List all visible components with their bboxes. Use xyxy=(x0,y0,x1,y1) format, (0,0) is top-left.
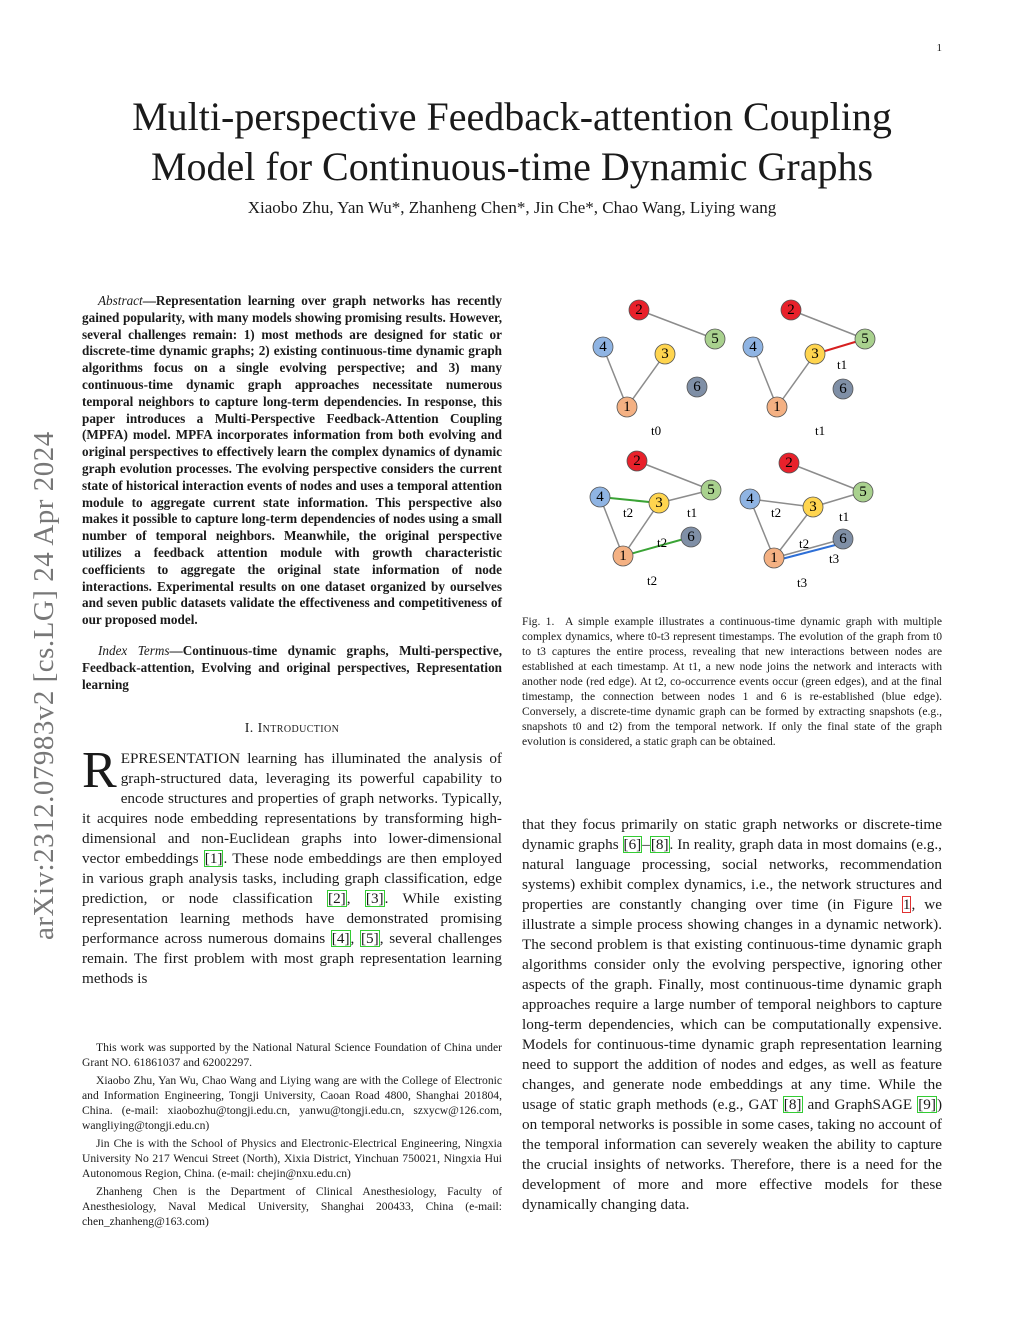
text-run: , xyxy=(346,890,365,908)
node-label: 5 xyxy=(861,331,869,347)
panel-label-t0: t0 xyxy=(651,423,662,438)
caption-label: Fig. 1. xyxy=(522,615,555,628)
abstract xyxy=(82,293,502,629)
section-number: I. xyxy=(244,721,254,737)
edge-label-t2: t2 xyxy=(623,505,634,520)
edge xyxy=(637,461,711,490)
node-label: 5 xyxy=(711,331,719,347)
node-label: 4 xyxy=(749,339,757,355)
panel-label-t3: t3 xyxy=(797,575,808,590)
left-column xyxy=(82,293,502,989)
panel-label-t2: t2 xyxy=(647,573,658,588)
section-title: Introduction xyxy=(257,721,340,737)
section-heading-introduction xyxy=(82,721,502,737)
text-run: , several challenges remain. The first problem with most graph representation learning methods is xyxy=(82,930,502,988)
edge-label-t2: t2 xyxy=(771,505,782,520)
node-label: 2 xyxy=(785,455,793,471)
edge-label-t1: t1 xyxy=(837,357,848,372)
node-label: 2 xyxy=(635,302,643,318)
abstract-label: Abstract xyxy=(98,293,143,308)
node-label: 1 xyxy=(619,548,627,564)
text-run: that they focus primarily on static graph networks or discrete-time dynamic graphs xyxy=(522,816,942,853)
footnote: Zhanheng Chen is the Department of Clinical Anesthesiology, Faculty of Anesthesiology, Naval Medical University, Shanghai 200433, China (e-mail: chen_zhanheng@163.com) xyxy=(82,1185,502,1228)
node-label: 1 xyxy=(773,399,781,415)
text-run: and GraphSAGE xyxy=(802,1096,918,1113)
edge xyxy=(789,463,863,492)
node-label: 2 xyxy=(787,302,795,318)
edge-label-t3: t3 xyxy=(829,551,840,566)
footnote: This work was supported by the National Natural Science Foundation of China under Grant NO. 61861037 and 62002297. xyxy=(82,1041,502,1069)
edge-label-t2: t2 xyxy=(657,535,668,550)
figure-reference-link[interactable]: 1 xyxy=(902,896,911,913)
node-label: 3 xyxy=(811,346,819,362)
footnotes xyxy=(82,1040,502,1232)
text-run: . These node embeddings are then employed in various graph analysis tasks, including graph classification, edge prediction, or node classification xyxy=(82,850,503,908)
node-label: 3 xyxy=(661,346,669,362)
figure-1-svg xyxy=(575,295,905,595)
text-run: ) on temporal networks is possible in some cases, taking no account of the temporal information can severely weaken the ability to capture the crucial insights of networks. Therefore, there is a need for the development of more and more effective models for these dynamically changing data. xyxy=(522,1096,942,1213)
panel-label-t1: t1 xyxy=(815,423,826,438)
figure-1-caption xyxy=(522,614,942,749)
node-label: 4 xyxy=(596,489,604,505)
node-label: 5 xyxy=(707,482,715,498)
right-column xyxy=(522,815,942,1215)
node-label: 2 xyxy=(633,453,641,469)
index-terms xyxy=(82,643,502,693)
citation-link[interactable]: [2] xyxy=(328,890,346,908)
edge-label-t1: t1 xyxy=(687,505,698,520)
paper-title xyxy=(60,92,964,192)
edge-label-t2: t2 xyxy=(799,536,810,551)
citation-link[interactable]: [3] xyxy=(365,890,384,908)
text-run: . In reality, graph data in most domains (e.g., natural language processing, social networks, recommendation systems) exhibit complex dynamics, i.e., the network structures and properties are constantly changing over time (in Figure xyxy=(522,836,942,913)
citation-link[interactable]: [8] xyxy=(650,836,669,853)
citation-link[interactable]: [4] xyxy=(331,930,350,948)
node-label: 4 xyxy=(599,339,607,355)
title-line-1: Multi-perspective Feedback-attention Coupling xyxy=(132,94,892,139)
node-label: 1 xyxy=(623,399,631,415)
node-label: 3 xyxy=(809,499,817,515)
page-number: 1 xyxy=(936,42,942,54)
text-run: , we illustrate a simple process showing changes in a dynamic network). The second problem is that existing continuous-time dynamic graph algorithms consider only the evolving perspective, ignoring other aspects of the graph. Finally, most continuous-time dynamic graph approaches require a large number of temporal neighbors to capture long-term dependencies, which can be computationally expensive. Models for continuous-time dynamic graph representation learning need to support the addition of nodes and edges, as well as feature changes, and generate node embeddings at any time. While the usage of static graph methods (e.g., GAT xyxy=(522,896,942,1113)
citation-link[interactable]: [8] xyxy=(783,1096,802,1113)
author-list: Xiaobo Zhu, Yan Wu*, Zhanheng Chen*, Jin Che*, Chao Wang, Liying wang xyxy=(247,198,777,217)
title-line-2: Model for Continuous-time Dynamic Graphs xyxy=(150,144,874,189)
citation-link[interactable]: [1] xyxy=(204,850,223,868)
abstract-text: —Representation learning over graph networks has recently gained popularity, with many models showing promising results. However, several challenges remain: 1) most methods are designed for static or discrete-time dynamic graphs; 2) existing continuous-time dynamic graph algorithms focus on a single evolving perspective; and 3) many continuous-time dynamic graph approaches necessitate numerous temporal neighbors to capture long-term dependencies. In response, this paper introduces a Multi-Perspective Feedback-Attention Coupling (MPFA) model. MPFA incorporates information from both evolving and original perspectives to effectively learn the complex dynamics of dynamic graph evolution processes. The evolving perspective considers the current state of historical interaction events of nodes and uses a temporal attention module to aggregate current state information. This perspective also makes it possible to capture long-term dependencies of nodes using a small number of temporal neighbors. Meanwhile, the original perspective utilizes a feedback attention module with growth characteristic coefficients to aggregate the original state information of node interactions. Experimental results on one dataset organized by ourselves and seven public datasets validate the effectiveness and competitiveness of our proposed model. xyxy=(82,293,502,628)
panel-t1 xyxy=(743,300,875,438)
footnote: Jin Che is with the School of Physics and Electronic-Electrical Engineering, Ningxia University No 217 Wencui Street (North), Xixia District, Yinchuan 750021, Ningxia Hui Autonomous Region, China. (e-mail: chejin@nxu.edu.cn) xyxy=(82,1137,502,1180)
index-terms-text: —Continuous-time dynamic graphs, Multi-perspective, Feedback-attention, Evolving and original perspectives, Representation learning xyxy=(82,642,502,692)
edge xyxy=(639,310,715,339)
node-label: 6 xyxy=(839,531,847,547)
edge-label-t1: t1 xyxy=(839,509,850,524)
panel-t2 xyxy=(590,451,721,588)
node-label: 6 xyxy=(839,381,847,397)
figure-1-dynamic-graph xyxy=(575,295,905,595)
node-label: 5 xyxy=(859,484,867,500)
footnote: Xiaobo Zhu, Yan Wu, Chao Wang and Liying wang are with the College of Electronic and Information Engineering, Tongji University, Caoan Road 4800, Shanghai 201804, China. (e-mail: xiaobozhu@tongji.edu.cn, yanwu@tongji.edu.cn, szxycw@126.com, wangliying@tongji.edu.cn) xyxy=(82,1074,502,1132)
dropcap: R xyxy=(82,742,117,800)
caption-text: A simple example illustrates a continuous-time dynamic graph with multiple complex dynamics, where t0-t3 represent timestamps. The evolution of the graph from t0 to t3 captures the entire process, revealing that new interactions between nodes are established at each timestamp. At t1, a new node joins the network and interacts with another node (red edge). At t2, co-occurrence events occur (green edges), and at the final timestamp, the connection between nodes 1 and 6 is re-established (blue edge). Conversely, a discrete-time dynamic graph can be formed by extracting snapshots (e.g., snapshots t0 and t2) from the temporal network. If only the final state of the graph evolution is considered, a static graph can be obtained. xyxy=(522,615,943,748)
text-run: . While existing representation learning methods have demonstrated promising performance across numerous domains xyxy=(82,890,503,948)
index-terms-label: Index Terms xyxy=(98,642,170,658)
text-run: , xyxy=(350,930,360,948)
citation-link[interactable]: [5] xyxy=(361,930,379,948)
citation-link[interactable]: [6] xyxy=(623,836,642,853)
panel-t0 xyxy=(593,300,725,438)
intro-paragraph-1 xyxy=(82,742,503,989)
panel-t3 xyxy=(740,453,873,590)
text-run: EPRESENTATION learning has illuminated the analysis of graph-structured data, leveraging its powerful capability to encode structures and properties of graph networks. Typically, it acquires node embedding representations by transforming high-dimensional and non-Euclidean graphs into lower-dimensional vector embeddings xyxy=(82,750,502,868)
arxiv-identifier: arXiv:2312.07983v2 [cs.LG] 24 Apr 2024 xyxy=(28,431,60,940)
node-label: 4 xyxy=(746,491,754,507)
citation-link[interactable]: [9] xyxy=(918,1096,936,1113)
node-label: 3 xyxy=(655,495,663,511)
node-label: 6 xyxy=(693,379,701,395)
edge xyxy=(791,310,865,339)
text-run: – xyxy=(642,836,650,853)
intro-paragraph-continued xyxy=(522,815,942,1215)
node-label: 1 xyxy=(770,550,778,566)
node-label: 6 xyxy=(687,529,695,545)
